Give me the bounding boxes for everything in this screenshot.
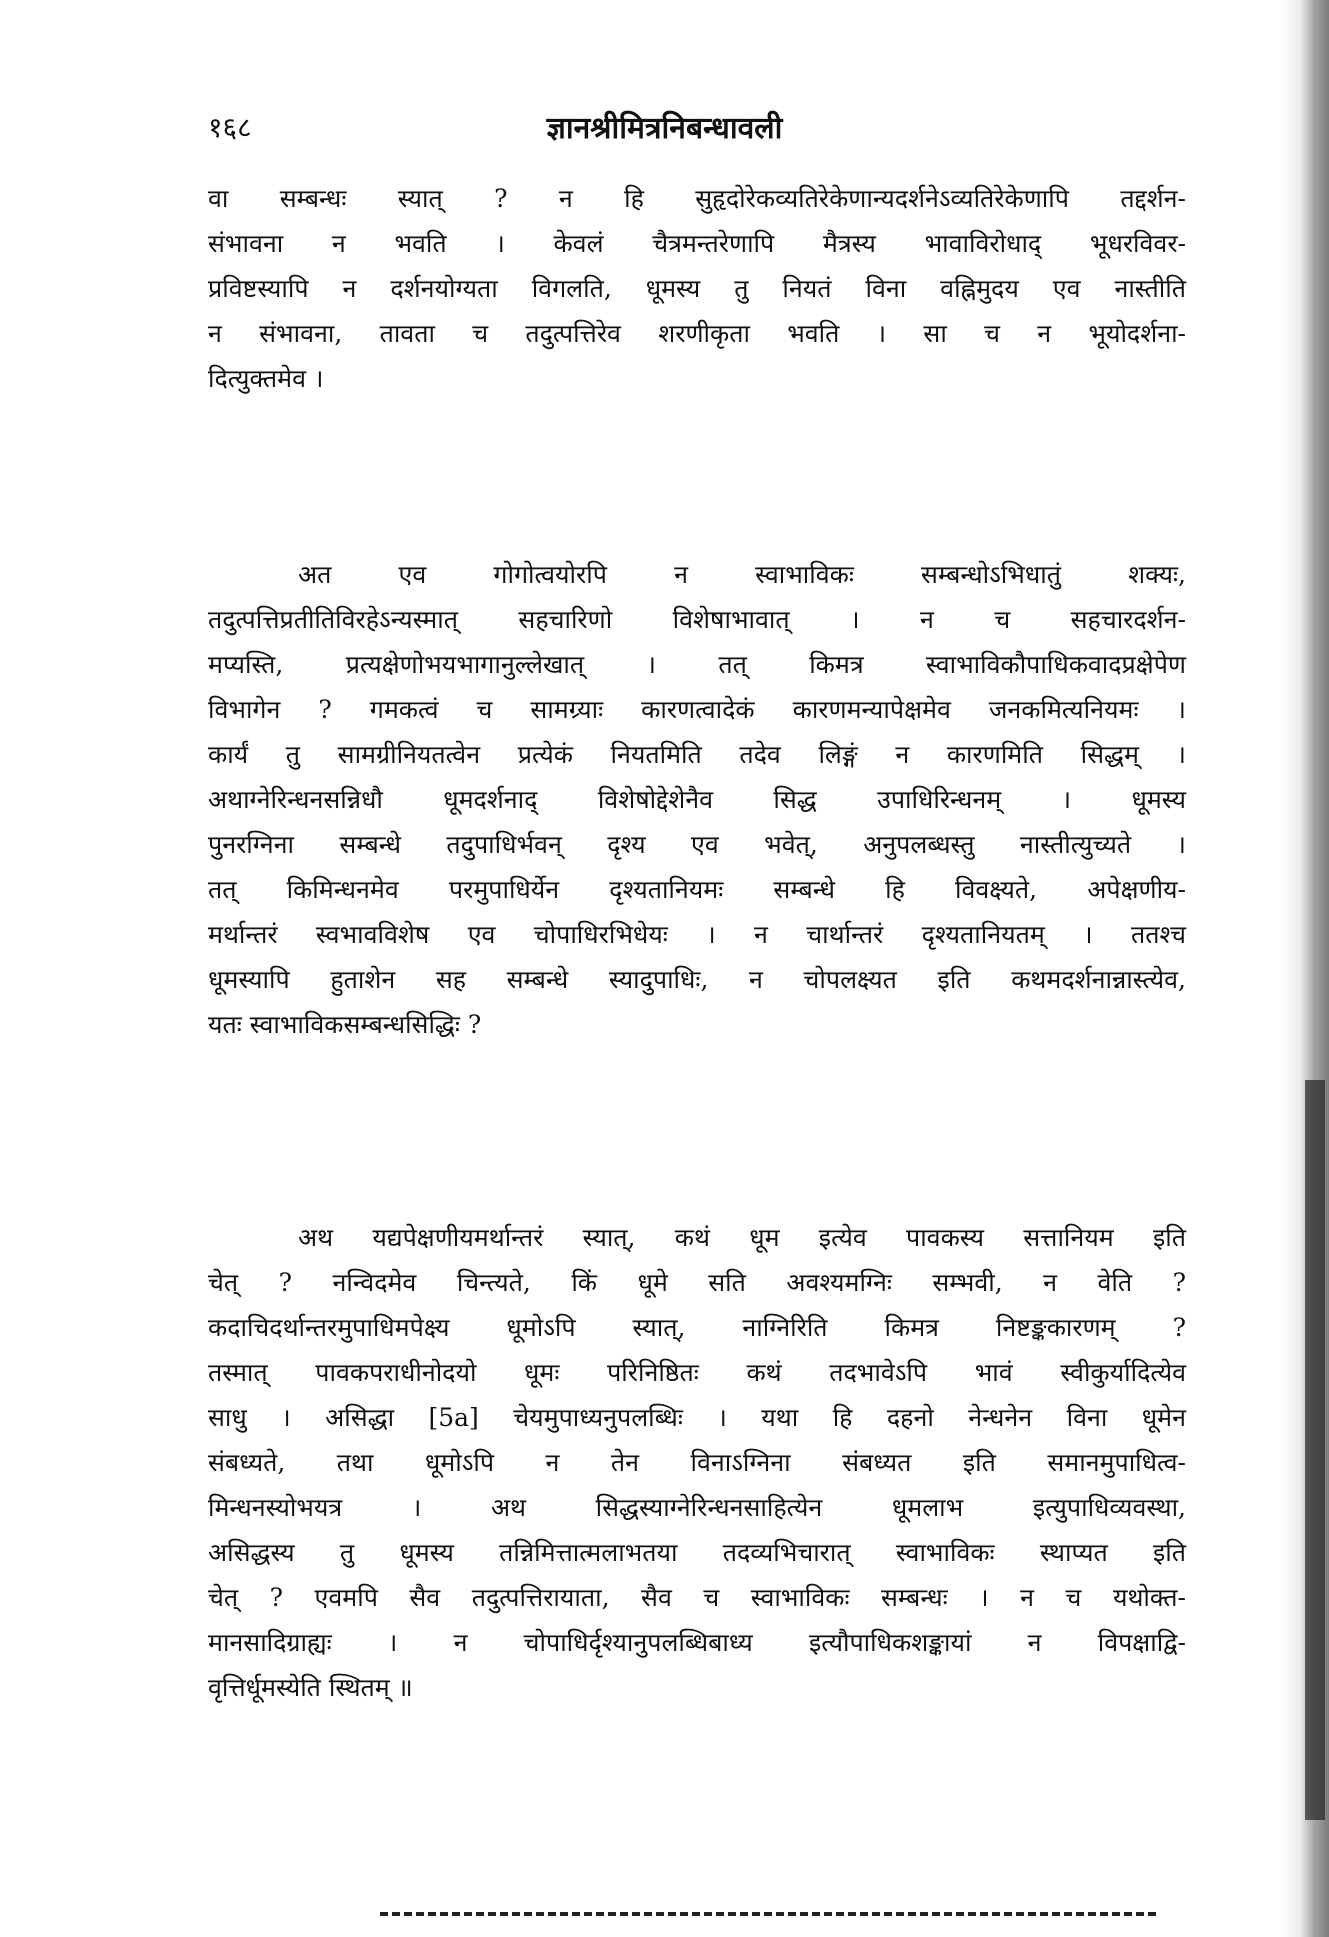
text-line: न संभावना, तावता च तदुत्पत्तिरेव शरणीकृता भवति । सा च न भूयोदर्शना-: [208, 319, 1186, 348]
text-line: तस्मात् पावकपराधीनोदयो धूमः परिनिष्ठितः कथं तदभावेऽपि भावं स्वीकुर्यादित्येव: [208, 1358, 1186, 1387]
text-line: संबध्यते, तथा धूमोऽपि न तेन विनाऽग्निना संबध्यत इति समानमुपाधित्व-: [208, 1448, 1186, 1477]
running-title: ज्ञानश्रीमित्रनिबन्धावली: [546, 111, 783, 146]
text-line: साधु । असिद्धा [5a] चेयमुपाध्यनुपलब्धिः । यथा हि दहनो नेन्धनेन विना धूमेन: [208, 1403, 1186, 1432]
text-line: अत एव गोगोत्वयोरपि न स्वाभाविकः सम्बन्धोऽभिधातुं शक्यः,: [298, 560, 1186, 589]
paragraph-1: [208, 176, 1186, 401]
scan-binding-shadow: [1305, 1080, 1325, 1820]
paragraph-2: [208, 552, 1186, 1047]
text-line: अथ यद्यपेक्षणीयमर्थान्तरं स्यात्, कथं धूम इत्येव पावकस्य सत्तानियम इति: [298, 1223, 1186, 1252]
text-line: चेत् ? नन्विदमेव चिन्त्यते, किं धूमे सति अवश्यमग्निः सम्भवी, न वेति ?: [208, 1268, 1186, 1297]
text-line: कदाचिदर्थान्तरमुपाधिमपेक्ष्य धूमोऽपि स्यात्, नाग्निरिति किमत्र निष्टङ्ककारणम् ?: [208, 1313, 1186, 1342]
text-line: अथाग्नेरिन्धनसन्निधौ धूमदर्शनाद् विशेषोद्देशेनैव सिद्ध उपाधिरिन्धनम् । धूमस्य: [208, 785, 1186, 814]
text-line: मर्थान्तरं स्वभावविशेष एव चोपाधिरभिधेयः । न चार्थान्तरं दृश्यतानियतम् । ततश्च: [208, 920, 1186, 949]
page-number: १६८: [208, 111, 252, 144]
text-line: संभावना न भवति । केवलं चैत्रमन्तरेणापि मैत्रस्य भावाविरोधाद् भूधरविवर-: [208, 229, 1186, 258]
text-line: वृत्तिर्धूमस्येति स्थितम् ॥: [208, 1673, 413, 1702]
text-line: दित्युक्तमेव ।: [208, 364, 324, 393]
text-line: यतः स्वाभाविकसम्बन्धसिद्धिः ?: [208, 1010, 482, 1039]
text-line: मप्यस्ति, प्रत्यक्षेणोभयभागानुल्लेखात् । तत् किमत्र स्वाभाविकौपाधिकवादप्रक्षेपेण: [208, 650, 1186, 679]
text-line: कार्यं तु सामग्रीनियतत्वेन प्रत्येकं नियतमिति तदेव लिङ्गं न कारणमिति सिद्धम् ।: [208, 740, 1186, 769]
text-line: धूमस्यापि हुताशेन सह सम्बन्धे स्यादुपाधिः, न चोपलक्ष्यत इति कथमदर्शनान्नास्त्येव,: [208, 965, 1186, 994]
text-line: वा सम्बन्धः स्यात् ? न हि सुहृदोरेकव्यतिरेकेणान्यदर्शनेऽव्यतिरेकेणापि तद्दर्शन-: [208, 184, 1186, 213]
text-line: पुनरग्निना सम्बन्धे तदुपाधिर्भवन् दृश्य एव भवेत्, अनुपलब्धस्तु नास्तीत्युच्यते ।: [208, 830, 1186, 859]
text-line: मिन्धनस्योभयत्र । अथ सिद्धस्याग्नेरिन्धनसाहित्येन धूमलाभ इत्युपाधिव्यवस्था,: [208, 1493, 1186, 1522]
text-line: चेत् ? एवमपि सैव तदुत्पत्तिरायाता, सैव च स्वाभाविकः सम्बन्धः । न च यथोक्त-: [208, 1583, 1186, 1612]
text-line: तत् किमिन्धनमेव परमुपाधिर्येन दृश्यतानियमः सम्बन्धे हि विवक्ष्यते, अपेक्षणीय-: [208, 875, 1186, 904]
text-line: मानसादिग्राह्यः । न चोपाधिर्दृश्यानुपलब्धिबाध्य इत्यौपाधिकशङ्कायां न विपक्षाद्वि-: [208, 1628, 1186, 1657]
text-line: प्रविष्टस्यापि न दर्शनयोग्यता विगलति, धूमस्य तु नियतं विना वह्निमुदय एव नास्तीति: [208, 274, 1186, 303]
text-line: असिद्धस्य तु धूमस्य तन्निमित्तात्मलाभतया तदव्यभिचारात् स्वाभाविकः स्थाप्यत इति: [208, 1538, 1186, 1567]
text-line: विभागेन ? गमकत्वं च सामग्र्याः कारणत्वादेकं कारणमन्यापेक्षमेव जनकमित्यनियमः ।: [208, 695, 1186, 724]
paragraph-3: [208, 1215, 1186, 1710]
bottom-rule: [380, 1912, 1156, 1916]
text-line: तदुत्पत्तिप्रतीतिविरहेऽन्यस्मात् सहचारिणो विशेषाभावात् । न च सहचारदर्शन-: [208, 605, 1186, 634]
